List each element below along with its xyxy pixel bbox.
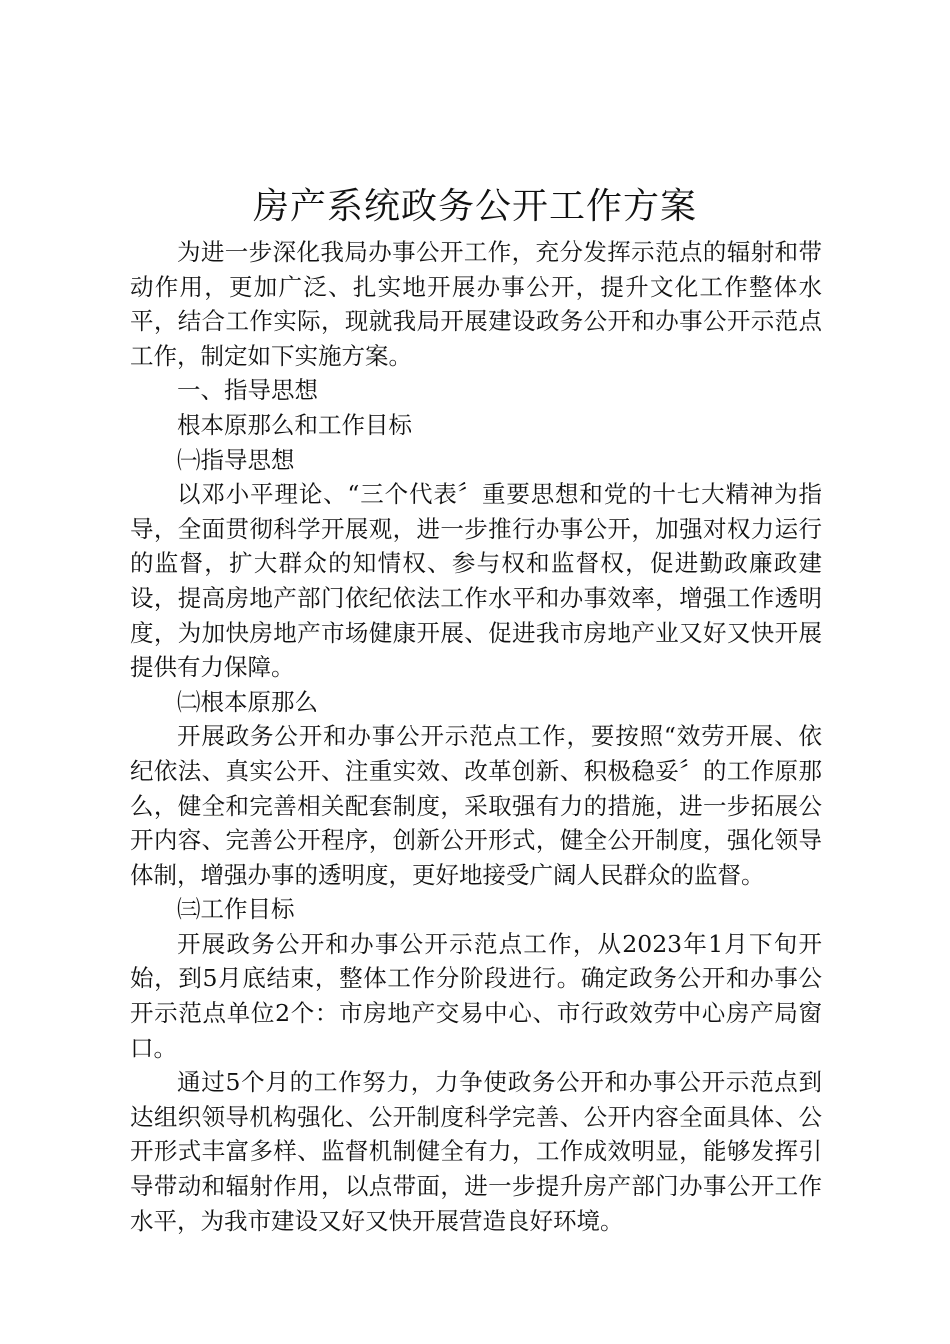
subsection-heading-guiding-ideology: ㈠指导思想 <box>177 445 295 474</box>
document-title: 房产系统政务公开工作方案 <box>252 186 697 227</box>
work-goals-paragraph-2: 通过5个月的工作努力，力争使政务公开和办事公开示范点到达组织领导机构强化、公开制度科学完善、公开内容全面具体、公开形式丰富多样、监督机制健全有力，工作成效明显，能够发挥引导带动和辐射作用，以点带面，进一步提升房产部门办事公开工作水平，为我市建设又好又快开展营造良好环境。 <box>130 1068 822 1235</box>
subsection-heading-work-goals: ㈢工作目标 <box>177 895 295 924</box>
section-heading-guiding-ideology: 一、指导思想 <box>177 376 318 405</box>
guiding-ideology-paragraph: 以邓小平理论、“三个代表〞重要思想和党的十七大精神为指导，全面贯彻科学开展观，进一步推行办事公开，加强对权力运行的监督，扩大群众的知情权、参与权和监督权，促进勤政廉政建设，提高房地产部门依纪依法工作水平和办事效率，增强工作透明度，为加快房地产市场健康开展、促进我市房地产业又好又快开展提供有力保障。 <box>130 480 822 682</box>
document-body <box>130 235 822 1238</box>
work-goals-paragraph-1: 开展政务公开和办事公开示范点工作，从2023年1月下旬开始，到5月底结束，整体工作分阶段进行。确定政务公开和办事公开示范点单位2个：市房地产交易中心、市行政效劳中心房产局窗口。 <box>130 929 822 1062</box>
section-subheading-principles-goals: 根本原那么和工作目标 <box>177 410 412 439</box>
subsection-heading-basic-principles: ㈡根本原那么 <box>177 687 318 716</box>
basic-principles-paragraph: 开展政务公开和办事公开示范点工作，要按照“效劳开展、依纪依法、真实公开、注重实效、改革创新、积极稳妥〞的工作原那么，健全和完善相关配套制度，采取强有力的措施，进一步拓展公开内容、完善公开程序，创新公开形式，健全公开制度，强化领导体制，增强办事的透明度，更好地接受广阔人民群众的监督。 <box>130 722 822 889</box>
intro-paragraph: 为进一步深化我局办事公开工作，充分发挥示范点的辐射和带动作用，更加广泛、扎实地开展办事公开，提升文化工作整体水平，结合工作实际，现就我局开展建设政务公开和办事公开示范点工作，制定如下实施方案。 <box>130 238 822 370</box>
